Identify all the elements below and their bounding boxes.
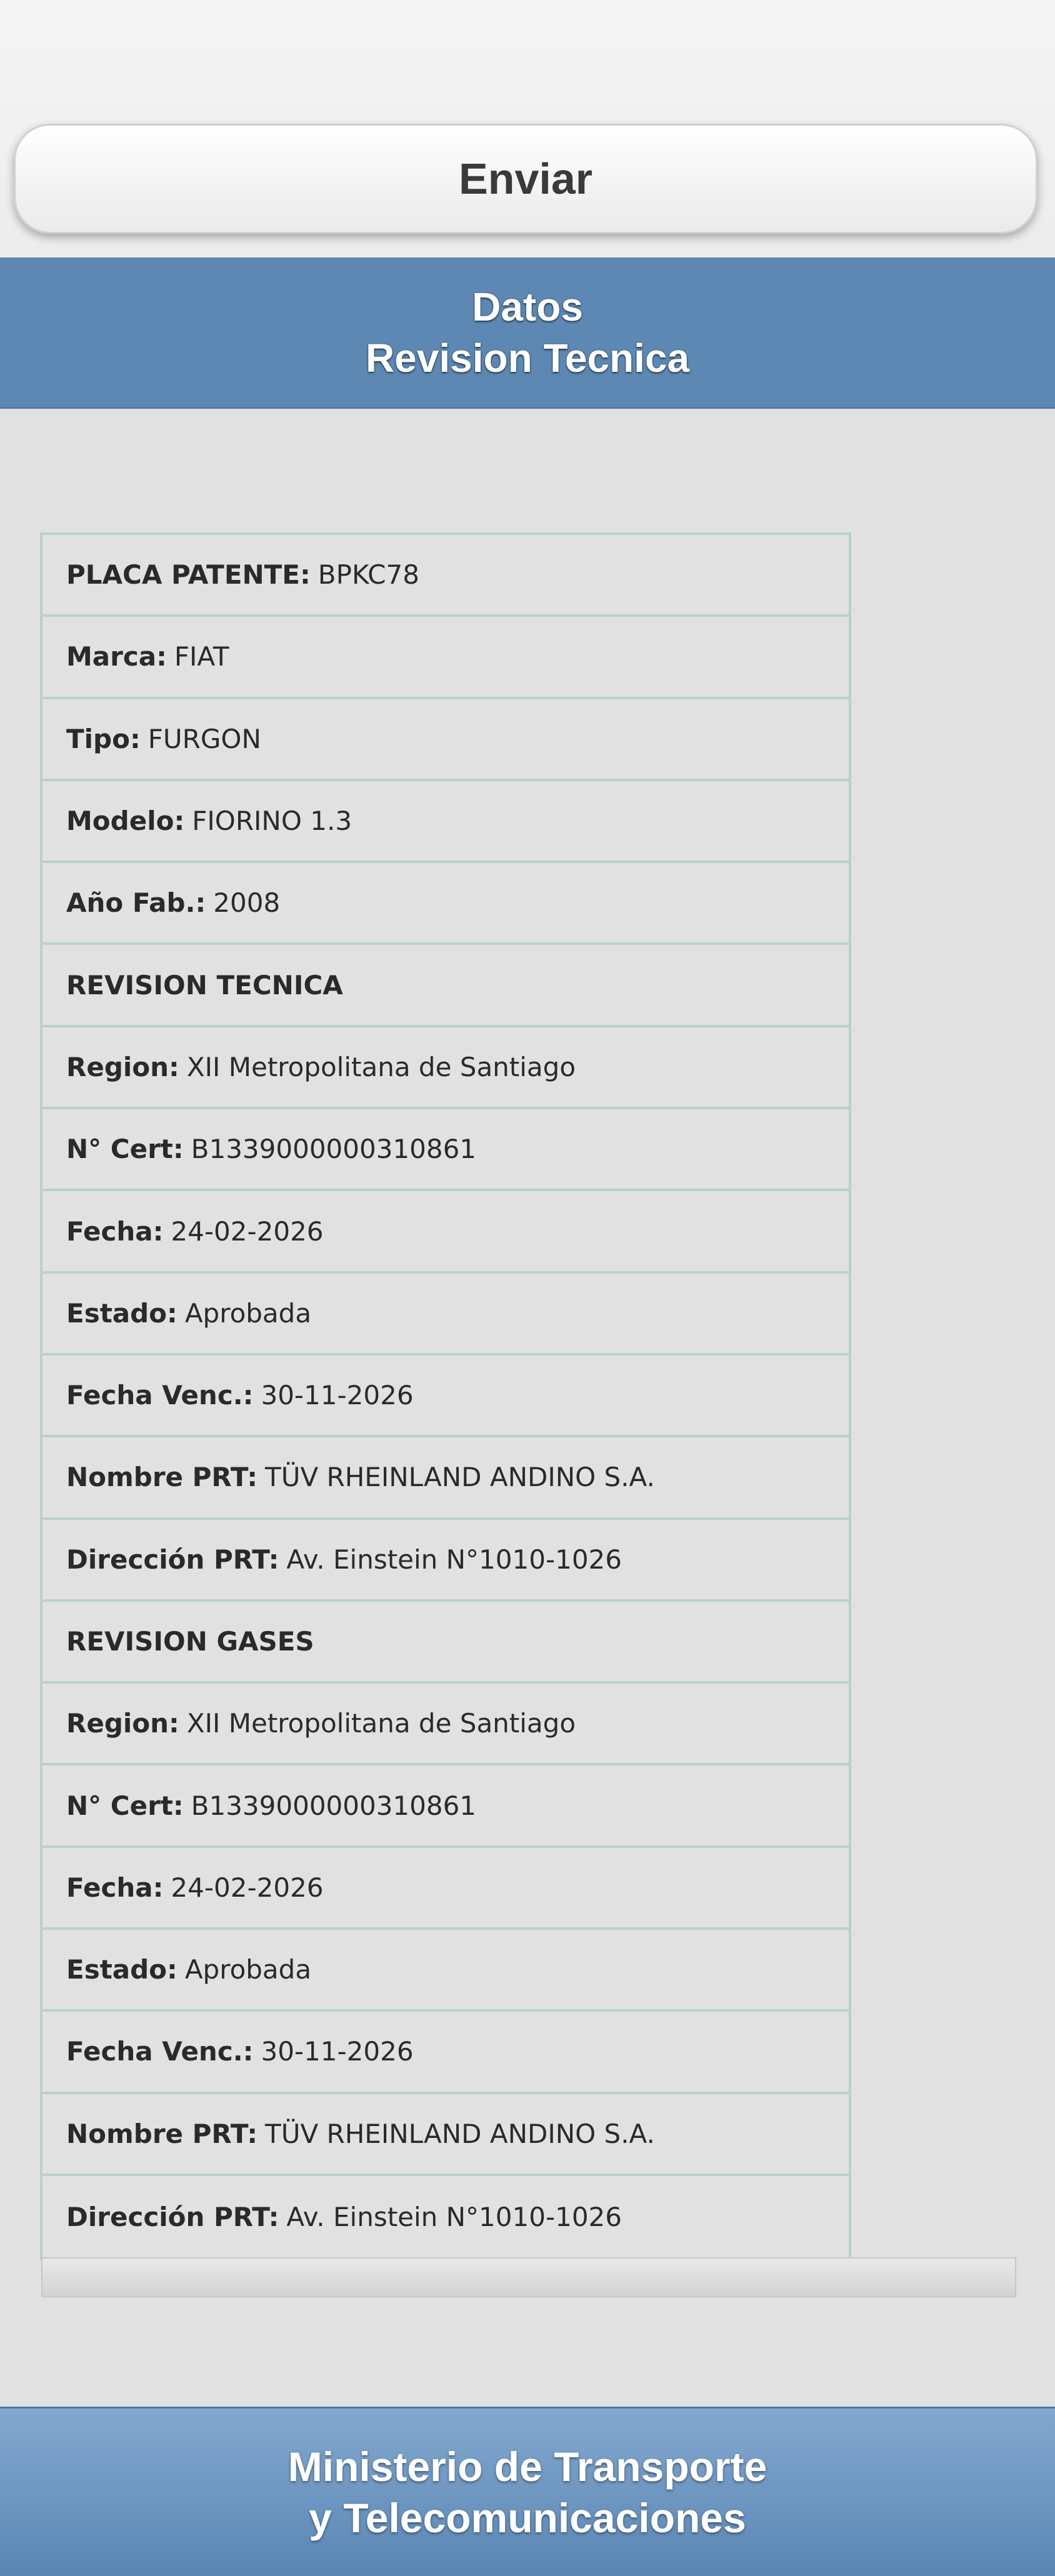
- row-marca: [42, 617, 849, 699]
- row-value: BPKC78: [318, 559, 419, 591]
- horizontal-scrollbar[interactable]: [41, 2257, 1016, 2297]
- row-value: FIORINO 1.3: [192, 806, 352, 837]
- rt-row-direccion-prt: [42, 1520, 849, 1602]
- rg-row-direccion-prt: [42, 2176, 849, 2258]
- row-label: Nombre PRT:: [66, 1462, 258, 1493]
- section-title-revision-tecnica: [42, 945, 849, 1027]
- rt-row-nombre-prt: [42, 1437, 849, 1519]
- row-label: Marca:: [66, 641, 167, 672]
- row-value: Av. Einstein N°1010-1026: [286, 1544, 622, 1575]
- section-title: REVISION TECNICA: [66, 969, 343, 1001]
- row-value: 2008: [213, 887, 281, 919]
- row-value: 30-11-2026: [261, 2036, 414, 2067]
- row-label: N° Cert:: [66, 1134, 184, 1165]
- row-value: Aprobada: [184, 1954, 312, 1985]
- page-footer: [0, 2407, 1055, 2576]
- row-label: Fecha:: [66, 1216, 164, 1247]
- section-title: REVISION GASES: [66, 1626, 314, 1657]
- row-value: TÜV RHEINLAND ANDINO S.A.: [265, 1462, 655, 1493]
- row-value: FURGON: [148, 723, 261, 754]
- row-label: Dirección PRT:: [66, 2202, 279, 2233]
- row-modelo: [42, 781, 849, 863]
- rg-row-nombre-prt: [42, 2094, 849, 2176]
- row-value: Aprobada: [184, 1297, 312, 1329]
- row-tipo: [42, 699, 849, 781]
- rt-row-cert: [42, 1109, 849, 1191]
- row-label: Dirección PRT:: [66, 1544, 279, 1575]
- rt-row-region: [42, 1027, 849, 1109]
- row-label: Estado:: [66, 1297, 178, 1329]
- send-button[interactable]: Enviar: [14, 124, 1038, 234]
- row-value: 30-11-2026: [261, 1380, 414, 1411]
- row-label: PLACA PATENTE:: [66, 559, 311, 591]
- row-value: XII Metropolitana de Santiago: [186, 1708, 576, 1739]
- row-value: 24-02-2026: [171, 1216, 324, 1247]
- row-value: B1339000000310861: [191, 1790, 477, 1821]
- footer-title-line2: y Telecomunicaciones: [309, 2495, 746, 2541]
- rg-row-region: [42, 1684, 849, 1765]
- row-label: Fecha:: [66, 1872, 164, 1903]
- row-label: Fecha Venc.:: [66, 2036, 254, 2067]
- rg-row-cert: [42, 1765, 849, 1847]
- header-title-line2: Revision Tecnica: [365, 336, 690, 381]
- row-value: TÜV RHEINLAND ANDINO S.A.: [265, 2118, 655, 2149]
- row-label: Modelo:: [66, 806, 185, 837]
- row-label: Fecha Venc.:: [66, 1380, 254, 1411]
- row-label: Estado:: [66, 1954, 178, 1985]
- section-title-revision-gases: [42, 1602, 849, 1684]
- rg-row-fecha: [42, 1848, 849, 1930]
- row-ano-fab: [42, 863, 849, 945]
- row-placa-patente: [42, 535, 849, 617]
- row-value: XII Metropolitana de Santiago: [186, 1051, 576, 1082]
- rt-row-estado: [42, 1274, 849, 1355]
- rg-row-fecha-venc: [42, 2012, 849, 2094]
- rt-row-fecha: [42, 1191, 849, 1273]
- rt-row-fecha-venc: [42, 1355, 849, 1437]
- header-title-line1: Datos: [472, 284, 583, 329]
- row-value: B1339000000310861: [191, 1134, 477, 1165]
- row-label: Region:: [66, 1051, 179, 1082]
- row-label: Tipo:: [66, 723, 141, 754]
- row-label: Region:: [66, 1708, 179, 1739]
- row-label: N° Cert:: [66, 1790, 184, 1821]
- row-label: Año Fab.:: [66, 887, 206, 919]
- row-label: Nombre PRT:: [66, 2118, 258, 2149]
- rg-row-estado: [42, 1930, 849, 2012]
- row-value: FIAT: [174, 641, 229, 672]
- row-value: Av. Einstein N°1010-1026: [286, 2202, 622, 2233]
- footer-title-line1: Ministerio de Transporte: [288, 2444, 768, 2490]
- row-value: 24-02-2026: [171, 1872, 324, 1903]
- page-header: [0, 257, 1055, 409]
- vehicle-data-table: [40, 532, 851, 2260]
